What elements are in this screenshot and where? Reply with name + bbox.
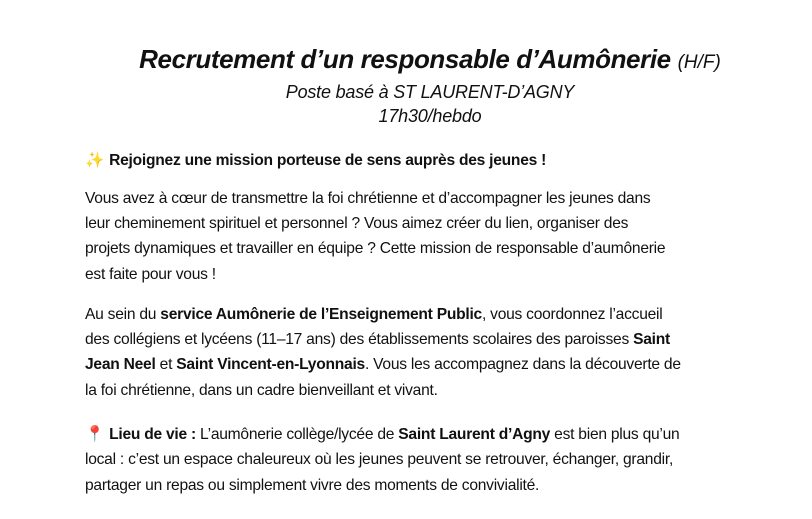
bold-text: Jean Neel [85, 356, 156, 373]
p2-line [85, 356, 681, 374]
bold-text: service Aumônerie de l’Enseignement Public [160, 306, 482, 323]
text: et [155, 356, 177, 373]
page-title [40, 44, 812, 75]
title-suffix: (H/F) [677, 52, 721, 73]
p3-line: partager un repas ou simplement vivre des moments de convivialité. [85, 477, 540, 494]
text: , vous coordonnez l’accueil [481, 306, 663, 323]
p2-line [85, 306, 662, 324]
hours-subtitle: 17h30/hebdo [378, 106, 482, 126]
p1-line: leur cheminement spirituel et personnel ? Vous aimez créer du lien, organiser des [85, 215, 629, 232]
p3-line: local : c’est un espace chaleureux où les jeunes peuvent se retrouver, échanger, grandir, [85, 451, 674, 468]
bold-text: Saint Laurent d’Agny [398, 426, 551, 443]
intro-heading-text: Rejoignez une mission porteuse de sens auprès des jeunes ! [109, 152, 547, 169]
p1-line: projets dynamiques et travailler en équipe ? Cette mission de responsable d’aumônerie [85, 240, 666, 257]
intro-heading [85, 151, 546, 170]
text: L’aumônerie collège/lycée de [195, 426, 399, 443]
sparkles-icon: ✨ [85, 152, 105, 169]
bold-text: Saint [633, 331, 670, 348]
p3-line [85, 425, 679, 444]
text: . Vous les accompagnez dans la découverte de [364, 356, 681, 373]
bold-text: Lieu de vie : [109, 426, 196, 443]
pushpin-icon: 📍 [85, 426, 105, 443]
p1-line: est faite pour vous ! [85, 266, 216, 283]
p1-line: Vous avez à cœur de transmettre la foi chrétienne et d’accompagner les jeunes dans [85, 190, 651, 207]
text: Au sein du [85, 306, 161, 323]
text: est bien plus qu’un [550, 426, 680, 443]
title-text: Recrutement d’un responsable d’Aumônerie [139, 44, 671, 74]
text: des collégiens et lycéens (11–17 ans) des établissements scolaires des paroisses [85, 331, 634, 348]
p2-line [85, 331, 670, 349]
bold-text: Saint Vincent-en-Lyonnais [176, 356, 365, 373]
location-subtitle: Poste basé à ST LAURENT-D’AGNY [285, 82, 575, 102]
p2-line: la foi chrétienne, dans un cadre bienveillant et vivant. [85, 382, 438, 399]
